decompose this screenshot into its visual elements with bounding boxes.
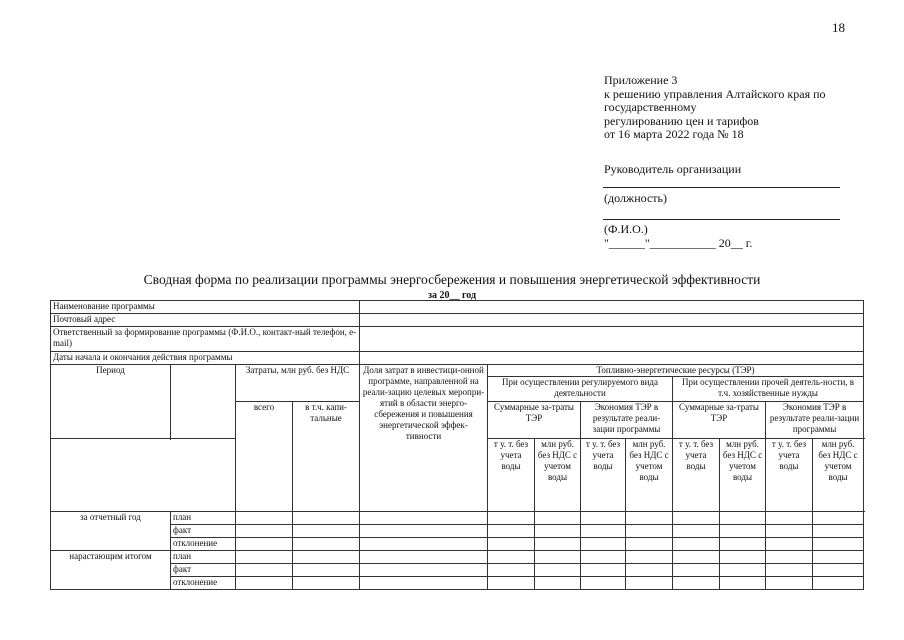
header-costs-capital: в т.ч. капи-тальные [293,402,360,512]
row-type-label: отклонение [171,538,236,551]
data-cell[interactable] [766,512,813,525]
header-sum-costs: Суммарные за-траты ТЭР [673,402,766,439]
header-share: Доля затрат в инвестици-онной программе, направленной на реали-зацию целевых меропри-ятий в области энерго-сбережения и повышения энергетической эффек-тивности [360,365,488,512]
data-cell[interactable] [626,525,673,538]
head-label: Руководитель организации [604,162,742,176]
header-economy: Экономия ТЭР в результате реали-зации программы [766,402,864,439]
row-type-label: план [171,512,236,525]
data-cell[interactable] [236,525,293,538]
data-cell[interactable] [488,538,535,551]
data-cell[interactable] [488,512,535,525]
appendix-line: регулированию цен и тарифов [604,113,759,128]
data-cell[interactable] [626,564,673,577]
data-row [51,551,864,564]
data-cell[interactable] [293,538,360,551]
data-cell[interactable] [488,525,535,538]
info-row [51,314,864,327]
data-cell[interactable] [766,564,813,577]
header-costs-total: всего [236,402,293,512]
data-cell[interactable] [360,525,488,538]
data-cell[interactable] [581,512,626,525]
info-value[interactable] [360,327,864,352]
data-cell[interactable] [673,551,720,564]
data-cell[interactable] [236,512,293,525]
header-unit-tut: т у. т. без учета воды [673,439,720,512]
data-cell[interactable] [766,538,813,551]
signature-line [603,219,840,220]
data-cell[interactable] [293,512,360,525]
data-cell[interactable] [766,577,813,590]
info-value[interactable] [360,314,864,327]
info-label: Ответственный за формирование программы (Ф.И.О., контакт-ный телефон, e-mail) [51,327,360,352]
header-unit-rub: млн руб. без НДС с учетом воды [626,439,673,512]
data-cell[interactable] [813,564,864,577]
data-cell[interactable] [293,577,360,590]
header-regulated: При осуществлении регулируемого вида деятельности [488,377,673,402]
data-row [51,577,864,590]
form-title: Сводная форма по реализации программы энергосбережения и повышения энергетической эффективности [143,272,761,287]
name-label: (Ф.И.О.) [604,222,648,236]
data-cell[interactable] [626,577,673,590]
header-row [51,365,864,377]
header-empty [51,439,236,512]
header-unit-rub: млн руб. без НДС с учетом воды [720,439,766,512]
signature-line [603,187,840,188]
data-cell[interactable] [535,577,581,590]
header-empty [171,365,236,439]
data-cell[interactable] [673,525,720,538]
header-unit-rub: млн руб. без НДС с учетом воды [535,439,581,512]
row-type-label: отклонение [171,577,236,590]
data-cell[interactable] [535,564,581,577]
info-value[interactable] [360,301,864,314]
header-other: При осуществлении прочей деятель-ности, в т.ч. хозяйственные нужды [673,377,864,402]
data-cell[interactable] [360,538,488,551]
position-label: (должность) [604,191,667,205]
data-cell[interactable] [673,512,720,525]
info-label: Даты начала и окончания действия программы [51,352,360,365]
info-label: Почтовый адрес [51,314,360,327]
data-cell[interactable] [488,564,535,577]
period-label: за отчетный год [51,512,171,551]
data-cell[interactable] [813,577,864,590]
appendix-block [604,74,854,142]
data-cell[interactable] [626,538,673,551]
appendix-line: от 16 марта 2022 года № 18 [604,127,744,141]
data-cell[interactable] [236,564,293,577]
data-cell[interactable] [720,564,766,577]
header-unit-tut: т у. т. без учета воды [488,439,535,512]
data-cell[interactable] [720,512,766,525]
data-cell[interactable] [236,551,293,564]
data-cell[interactable] [236,538,293,551]
data-cell[interactable] [581,577,626,590]
data-cell[interactable] [535,538,581,551]
data-cell[interactable] [813,512,864,525]
data-cell[interactable] [581,564,626,577]
data-cell[interactable] [535,512,581,525]
data-row [51,538,864,551]
data-cell[interactable] [488,551,535,564]
info-label: Наименование программы [51,301,360,314]
appendix-line: Приложение 3 [604,73,678,87]
data-cell[interactable] [720,551,766,564]
data-row [51,525,864,538]
row-type-label: факт [171,564,236,577]
data-row [51,512,864,525]
header-ter: Топливно-энергетические ресурсы (ТЭР) [488,365,864,377]
header-costs: Затраты, млн руб. без НДС [236,365,360,402]
data-cell[interactable] [360,564,488,577]
data-cell[interactable] [581,525,626,538]
data-cell[interactable] [360,577,488,590]
info-row [51,327,864,352]
header-unit-rub: млн руб. без НДС с учетом воды [813,439,864,512]
data-cell[interactable] [360,512,488,525]
data-cell[interactable] [535,551,581,564]
appendix-line: к решению управления Алтайского края по [604,86,826,101]
data-cell[interactable] [581,551,626,564]
data-cell[interactable] [813,525,864,538]
data-row [51,564,864,577]
data-cell[interactable] [360,551,488,564]
header-sum-costs: Суммарные за-траты ТЭР [488,402,581,439]
data-cell[interactable] [673,577,720,590]
summary-form-table [50,300,864,590]
data-cell[interactable] [673,564,720,577]
data-cell[interactable] [293,564,360,577]
data-cell[interactable] [813,551,864,564]
form-subtitle: за 20__ год [427,290,477,301]
data-cell[interactable] [813,538,864,551]
header-period: Период [51,365,171,439]
data-cell[interactable] [626,551,673,564]
info-row [51,301,864,314]
page-number: 18 [832,20,845,35]
data-cell[interactable] [535,525,581,538]
data-cell[interactable] [293,525,360,538]
data-cell[interactable] [488,577,535,590]
data-cell[interactable] [626,512,673,525]
data-cell[interactable] [720,577,766,590]
row-type-label: факт [171,525,236,538]
info-row [51,352,864,365]
row-type-label: план [171,551,236,564]
data-cell[interactable] [236,577,293,590]
data-cell[interactable] [293,551,360,564]
period-label: нарастающим итогом [51,551,171,590]
data-cell[interactable] [581,538,626,551]
data-cell[interactable] [766,551,813,564]
header-unit-tut: т у. т. без учета воды [581,439,626,512]
header-unit-tut: т у. т. без учета воды [766,439,813,512]
info-value[interactable] [360,352,864,365]
data-cell[interactable] [673,538,720,551]
appendix-line: государственному [604,100,697,114]
date-line: "______"___________ 20__ г. [604,236,753,250]
header-economy: Экономия ТЭР в результате реали-зации программы [581,402,673,439]
data-cell[interactable] [766,525,813,538]
data-cell[interactable] [720,538,766,551]
data-cell[interactable] [720,525,766,538]
